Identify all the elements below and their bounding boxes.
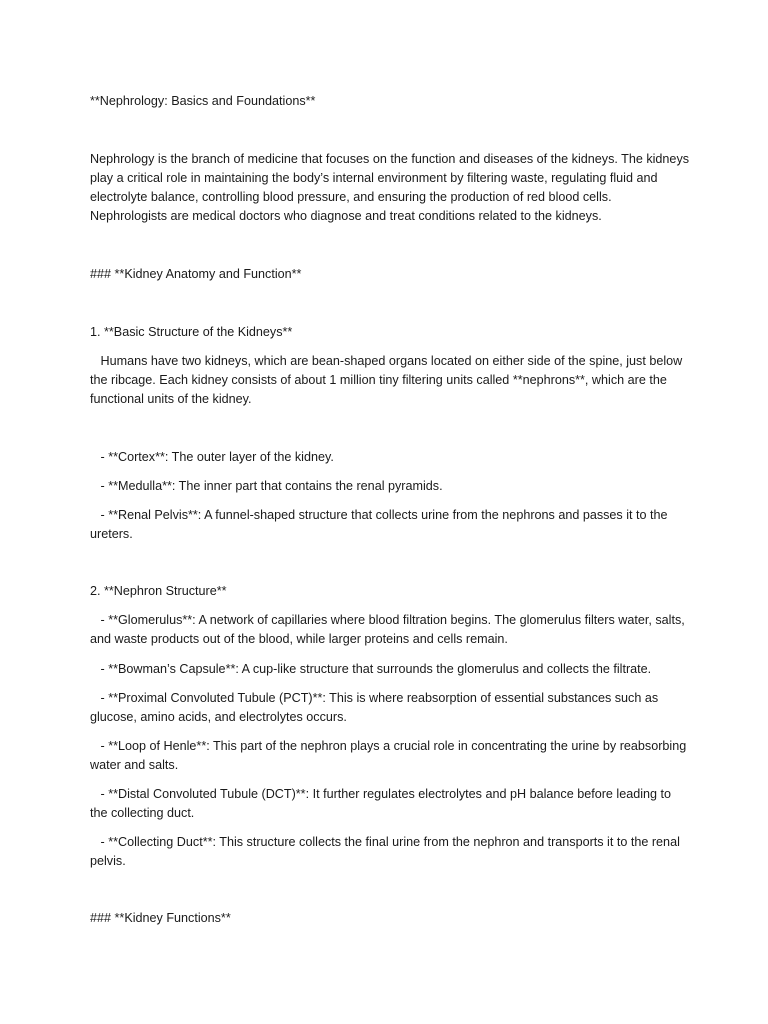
list-item-cortex: - **Cortex**: The outer layer of the kidney. <box>90 450 334 464</box>
list-item-loop-of-henle: - **Loop of Henle**: This part of the nephron plays a crucial role in concentrating the urine by reabsorbing water and salts. <box>90 739 690 772</box>
basic-structure-paragraph: Humans have two kidneys, which are bean-shaped organs located on either side of the spine, just below the ribcage. Each kidney consists of about 1 million tiny filtering units called **nephrons**, which are the functional units of the kidney. <box>90 354 686 406</box>
subheading-nephron-structure: 2. **Nephron Structure** <box>90 584 227 598</box>
list-item-bowmans-capsule: - **Bowman’s Capsule**: A cup-like structure that surrounds the glomerulus and collects the filtrate. <box>90 662 652 676</box>
list-item-pct: - **Proximal Convoluted Tubule (PCT)**: This is where reabsorption of essential substances such as glucose, amino acids, and electrolytes occurs. <box>90 691 662 724</box>
section-heading-kidney-functions: ### **Kidney Functions** <box>90 911 231 925</box>
list-item-medulla: - **Medulla**: The inner part that contains the renal pyramids. <box>90 479 443 493</box>
section-heading-anatomy: ### **Kidney Anatomy and Function** <box>90 267 302 281</box>
list-item-glomerulus: - **Glomerulus**: A network of capillaries where blood filtration begins. The glomerulus filters water, salts, and waste products out of the blood, while larger proteins and cells remain. <box>90 613 689 646</box>
list-item-renal-pelvis: - **Renal Pelvis**: A funnel-shaped structure that collects urine from the nephrons and passes it to the ureters. <box>90 508 672 541</box>
document-title: **Nephrology: Basics and Foundations** <box>90 94 316 108</box>
subheading-basic-structure: 1. **Basic Structure of the Kidneys** <box>90 325 293 339</box>
list-item-dct: - **Distal Convoluted Tubule (DCT)**: It further regulates electrolytes and pH balance before leading to the collecting duct. <box>90 787 675 820</box>
intro-paragraph: Nephrology is the branch of medicine that focuses on the function and diseases of the kidneys. The kidneys play a critical role in maintaining the body’s internal environment by filtering waste, regulating fluid and electrolyte balance, controlling blood pressure, and ensuring the production of red blood cells. Nephrologists are medical doctors who diagnose and treat conditions related to the kidneys. <box>90 152 693 223</box>
list-item-collecting-duct: - **Collecting Duct**: This structure collects the final urine from the nephron and transports it to the renal pelvis. <box>90 835 684 868</box>
